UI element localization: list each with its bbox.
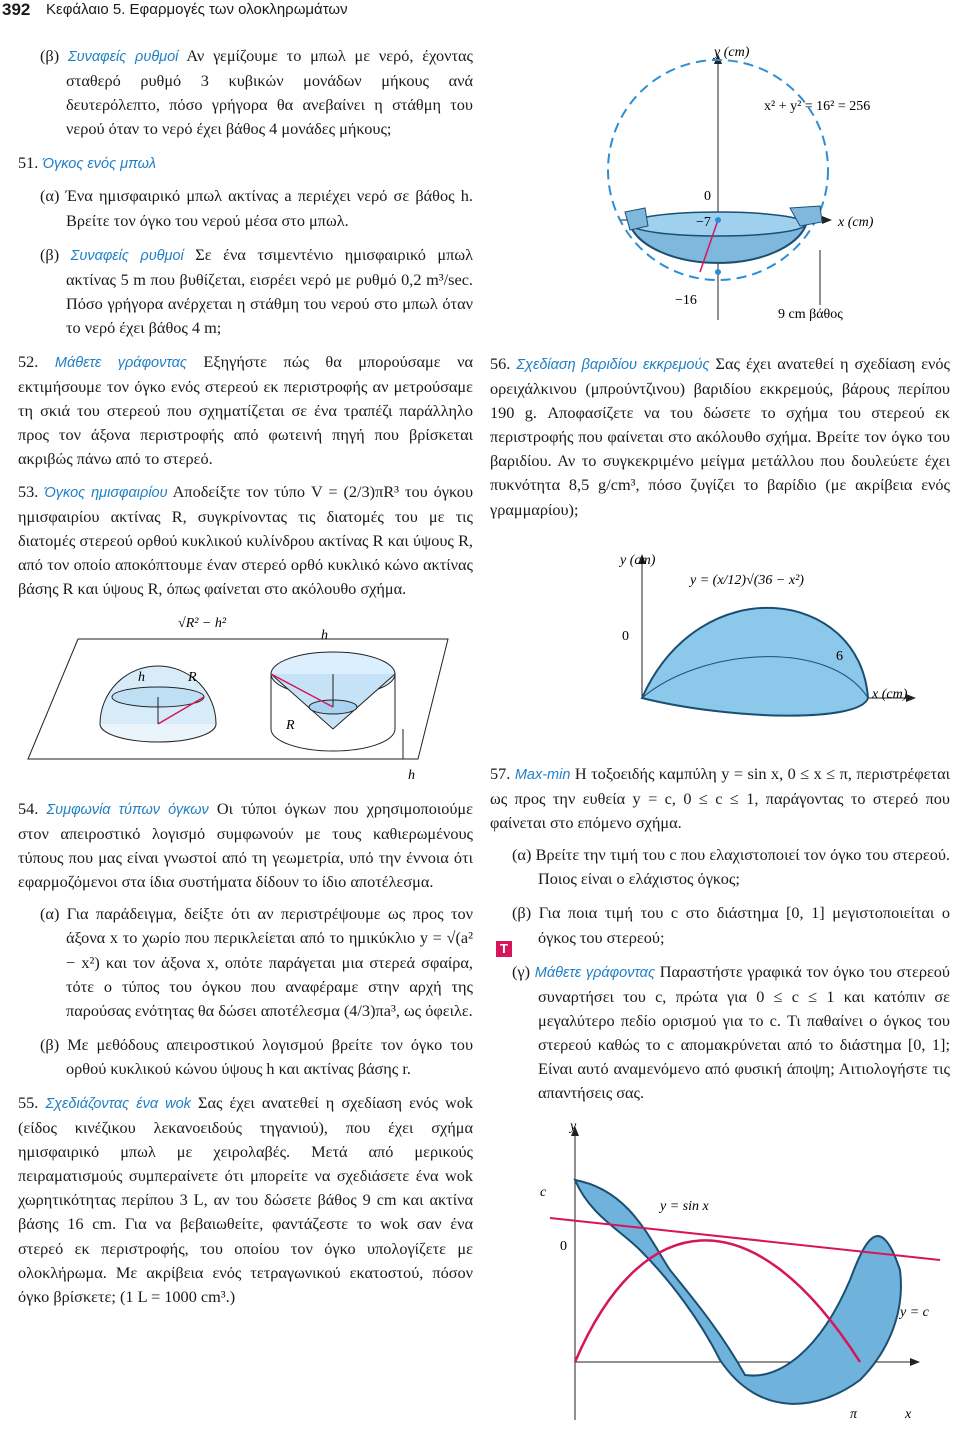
left-column <box>18 44 473 1317</box>
label-h: h <box>408 767 415 783</box>
exercise-number: 51. <box>18 153 39 173</box>
exercise-51a <box>40 184 473 232</box>
exercise-54b <box>40 1033 473 1081</box>
tick-label: −7 <box>696 215 711 230</box>
page-header <box>2 0 958 22</box>
part-label: (β) <box>40 46 60 65</box>
part-label: (β) <box>40 244 60 264</box>
x-axis-label: x (cm) <box>838 215 874 230</box>
origin-label: 0 <box>560 1239 567 1254</box>
curve-label: y = sin x <box>660 1199 709 1214</box>
y-axis-label: y (cm) <box>714 45 750 60</box>
exercise-title: Σχεδιάζοντας ένα wok <box>45 1096 191 1112</box>
technology-tag: T <box>496 941 512 957</box>
exercise-50b <box>40 44 473 141</box>
depth-label: 9 cm βάθος <box>778 307 843 322</box>
exercise-57a <box>512 843 950 891</box>
exercise-text: Για ποια τιμή του c στο διάστημα [0, 1] μεγιστοποιείται ο όγκος του στερεού; <box>538 903 950 947</box>
exercise-title: Συμφωνία τύπων όγκων <box>46 801 209 818</box>
exercise-number: 54. <box>18 798 39 818</box>
exercise-title: Όγκος ημισφαιρίου <box>44 484 168 501</box>
plumb-bob-figure <box>610 548 930 718</box>
wok-handle-left <box>625 208 648 230</box>
exercise-number: 55. <box>18 1093 39 1112</box>
exercise-text: Σας έχει ανατεθεί η σχεδίαση ενός ορειχάλκινου (μπρούντζινου) βαριδίου εκκρεμούς, βάρους περίπου 190 g. Αποφασίζετε να του δώσετε το σχήμα του στερεού εκ περιστροφής που φαίνεται στο ακόλουθο σχήμα. Βρείτε τον όγκο του βαριδίου. Αν το συγκεκριμένο μείγμα μετάλλου που δουλεύετε έχει πυκνότητα 8,5 g/cm³, πόσο ζυγίζει το βαρίδιο (με ακρίβεια ενός γραμμαρίου); <box>490 354 950 519</box>
exercise-title: Μάθετε γράφοντας <box>534 964 655 981</box>
exercise-54 <box>18 797 473 894</box>
label-R: R <box>188 669 197 685</box>
part-label: (β) <box>512 903 532 923</box>
sine-solid-figure <box>520 1120 950 1425</box>
exercise-text: Σας έχει ανατεθεί η σχεδίαση ενός wok (είδος κινέζικου λεκανοειδούς τηγανιού), που έχει σχήμα ημισφαιρικό μπωλ με χειρολαβές. Μετά από μερικούς πειραματισμούς συμπεραίνετε ότι μπορείτε να σχεδιάσετε ένα wok χωρητικότητας περίπου 3 L, αν του δώσετε βάθος 9 cm και ακτίνα βάσης 16 cm. Για να βεβαιωθείτε, φαντάζεστε το wok σαν ένα στερεό εκ περιστροφής, του οποίου τον όγκο υπολογίζετε με ολοκλήρωμα. Με ακρίβεια ενός τετραγωνικού εκατοστού, πόσον όγκο βρίσκετε; (1 L = 1000 cm³.) <box>18 1093 473 1306</box>
label-R: R <box>286 717 295 733</box>
exercise-text: Σε ένα τσιμεντένιο ημισφαιρικό μπωλ ακτίνας 5 m που βυθίζεται, εισρέει νερό με ρυθμό 0,2 m³/sec. Πόσο γρήγορα ανέρχεται η στάθμη του νερού στο μπωλ όταν το νερό έχει βάθος 4 m; <box>66 244 473 337</box>
exercise-text: Για παράδειγμα, δείξτε ότι αν περιστρέψουμε ως προς τον άξονα x το χωρίο που περικλείεται από το ημικύκλιο y = √(a² − x²) και τον άξονα x, οπότε παράγεται μια στερεά σφαίρα, τότε ο τύπος του όγκου που αναφέραμε στην αρχή της παρούσας ενότητας θα δώσει αποτέλεσμα (4/3)πa³, ως όφειλε. <box>66 904 473 1020</box>
part-label: (α) <box>40 186 60 206</box>
exercise-56 <box>490 352 950 522</box>
right-column <box>490 352 950 530</box>
exercise-53 <box>18 480 473 601</box>
exercise-text: Παραστήστε γραφικά τον όγκο του στερεού συναρτήσει του c, πρώτα για 0 ≤ c ≤ 1 και κατόπιν σε μεγαλύτερο πεδίο ορισμού για το c. Τι παθαίνει ο όγκος του στερεού καθώς το c απομακρύνεται από το διάστημα [0, 1]; Είναι αυτό αναμενόμενο από φυσική άποψη; Αιτιολογήστε τις απαντήσεις σας. <box>538 961 950 1103</box>
exercise-number: 57. <box>490 764 511 783</box>
equation-label: x² + y² = 16² = 256 <box>764 99 871 114</box>
exercise-number: 52. <box>18 352 39 372</box>
y-axis-label: y (cm) <box>620 553 656 568</box>
exercise-title: Σχεδίαση βαριδίου εκκρεμούς <box>516 357 710 373</box>
exercise-57b <box>512 901 950 949</box>
exercise-number: 53. <box>18 481 39 501</box>
wok-rim <box>630 212 806 236</box>
label-h: h <box>138 669 145 685</box>
x-axis-label: x <box>905 1407 912 1422</box>
y-axis-label: y <box>570 1120 577 1134</box>
exercise-text: Ένα ημισφαιρικό μπωλ ακτίνας a περιέχει νερό σε βάθος h. Βρείτε τον όγκο του νερού μέσα στο μπωλ. <box>65 186 473 230</box>
chapter-title: Κεφάλαιο 5. Εφαρμογές των ολοκληρωμάτων <box>46 1 348 18</box>
exercise-57 <box>490 762 950 835</box>
exercise-text: Οι τύποι όγκων που χρησιμοποιούμε στον απειροστικό λογισμό συμφωνούν με τους καθιερωμένους τύπους που μας είναι γνωστοί από τη γεωμετρία, υπό την έννοια ότι εφαρμοζόμενοι στα ίδια συστήματα δίδουν το ίδιο αποτέλεσμα. <box>18 798 473 892</box>
part-label: (γ) <box>512 961 531 981</box>
part-label: (α) <box>40 904 60 924</box>
exercise-text: Αποδείξτε τον τύπο V = (2/3)πR³ του όγκου ημισφαιρίου ακτίνας R, συγκρίνοντας τις διατομές του με τις διατομές στερεού ορθού κυκλικού κυλίνδρου ακτίνας R και ύψους R, από τον οποίο αποκόπτουμε έναν στερεό ορθό κυκλικό κώνο ακτίνας βάσης R και ύψους R, όπως φαίνεται στο ακόλουθο σχήμα. <box>18 481 474 598</box>
exercise-text: Η τοξοειδής καμπύλη y = sin x, 0 ≤ x ≤ π, περιστρέφεται ως προς την ευθεία y = c, 0 ≤ c ≤ 1, παράγοντας το στερεό που φαίνεται στο επόμενο σχήμα. <box>490 764 950 833</box>
x-axis-label: x (cm) <box>872 687 908 702</box>
label-h: h <box>321 627 328 643</box>
part-label: (α) <box>512 845 532 865</box>
exercise-number: 56. <box>490 354 511 373</box>
page-number: 392 <box>2 0 31 19</box>
exercise-text: Με μεθόδους απειροστικού λογισμού βρείτε τον όγκο του ορθού κυκλικού κώνου ύψους h και ακτίνας βάσης r. <box>66 1034 474 1078</box>
wok-figure <box>600 40 930 330</box>
part-label: (β) <box>40 1034 60 1054</box>
formula-label: y = (x/12)√(36 − x²) <box>690 573 804 588</box>
exercise-title: Συναφείς ρυθμοί <box>67 49 179 65</box>
exercise-text: Αν γεμίζουμε το μπωλ με νερό, έχοντας σταθερό ρυθμό 3 κυβικών μονάδων μήκους ανά δευτερόλεπτο, πόσο γρήγορα θα ανεβαίνει η στάθμη του νερού όταν το νερό έχει βάθος 4 μονάδες μήκους; <box>66 46 474 139</box>
label-sqrt: √R² − h² <box>178 615 227 631</box>
exercise-text: Βρείτε την τιμή του c που ελαχιστοποιεί τον όγκο του στερεού. Ποιος είναι ο ελάχιστος όγκος; <box>535 845 950 889</box>
exercise-title: Μάθετε γράφοντας <box>54 355 187 372</box>
tick-label: −16 <box>675 293 697 308</box>
bob-body <box>642 608 868 716</box>
solid-surface <box>575 1180 901 1404</box>
tick-label: 6 <box>836 649 843 664</box>
origin-label: 0 <box>622 629 629 644</box>
origin-label: 0 <box>704 189 711 204</box>
c-label: c <box>540 1185 547 1200</box>
exercise-55 <box>18 1091 473 1309</box>
exercise-title: Συναφείς ρυθμοί <box>70 247 184 264</box>
pi-label: π <box>850 1407 858 1422</box>
exercise-52 <box>18 350 473 471</box>
exercise-text: Εξηγήστε πώς θα μπορούσαμε να εκτιμήσουμε τον όγκο ενός στερεού εκ περιστροφής αν μετρούσαμε τη σκιά του στερεού που σχηματίζεται σε ένα τραπέζι παράλληλο προς τον άξονα περιστροφής από φωτεινή πηγή που βρίσκεται ακριβώς πάνω από το στερεό. <box>18 352 473 469</box>
exercise-title: Όγκος ενός μπωλ <box>42 156 157 173</box>
hemisphere-figure <box>18 609 473 789</box>
exercise-51b <box>40 243 473 340</box>
exercise-54a <box>40 902 473 1022</box>
line-label: y = c <box>900 1305 929 1320</box>
exercise-title: Max-min <box>514 767 571 783</box>
exercise-51-head <box>18 151 473 176</box>
right-column-lower <box>490 762 950 1115</box>
exercise-57c <box>512 960 950 1106</box>
